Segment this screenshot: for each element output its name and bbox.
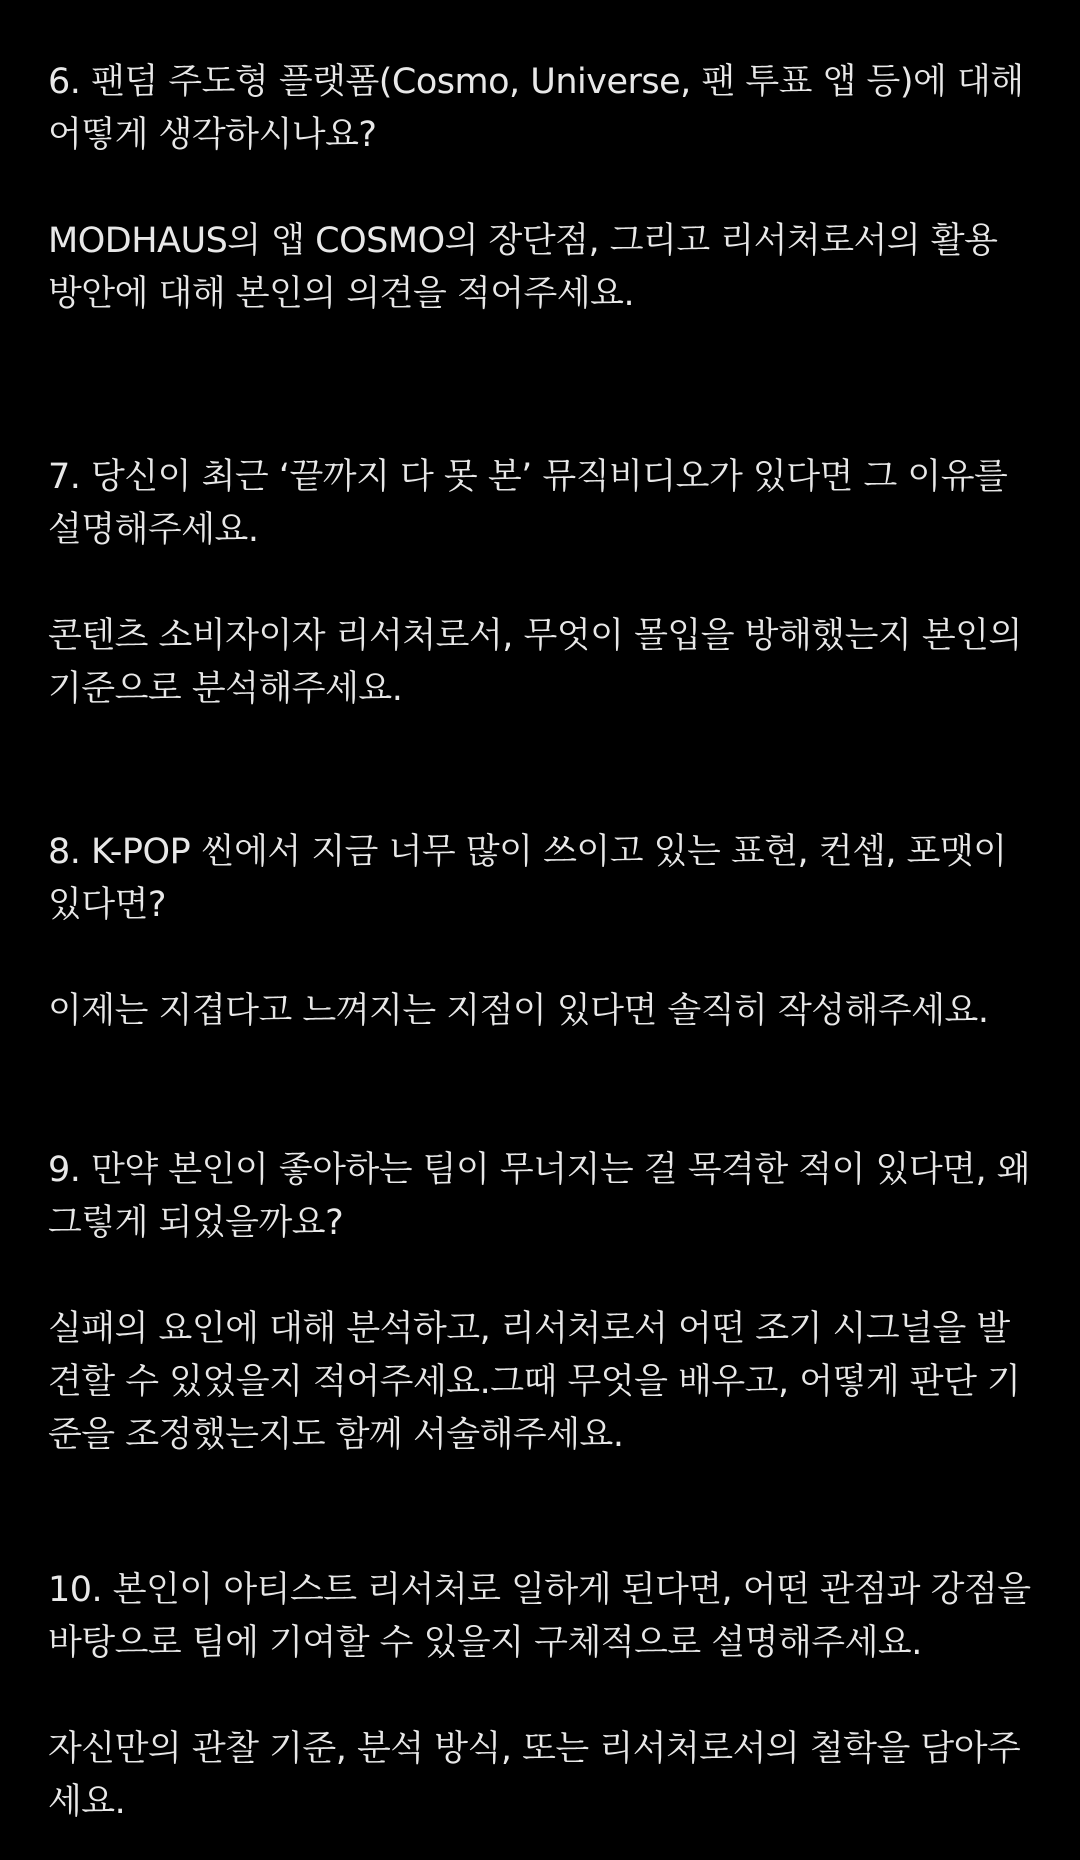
question-prompt: MODHAUS의 앱 COSMO의 장단점, 그리고 리서처로서의 활용 방안에 대해 본인의 의견을 적어주세요. (48, 221, 998, 314)
question-title: 9. 만약 본인이 좋아하는 팀이 무너지는 걸 목격한 적이 있다면, 왜 그렇게 되었을까요? (48, 1150, 1031, 1243)
question-prompt: 이제는 지겹다고 느껴지는 지점이 있다면 솔직히 작성해주세요. (48, 991, 989, 1031)
question-8 (48, 826, 1038, 1144)
question-title: 10. 본인이 아티스트 리서처로 일하게 된다면, 어떤 관점과 강점을 바탕으로 팀에 기여할 수 있을지 구체적으로 설명해주세요. (48, 1570, 1031, 1663)
question-prompt: 콘텐츠 소비자이자 리서처로서, 무엇이 몰입을 방해했는지 본인의 기준으로 분석해주세요. (48, 616, 1022, 709)
question-prompt: 자신만의 관찰 기준, 분석 방식, 또는 리서처로서의 철학을 담아주세요. (48, 1729, 1021, 1822)
question-title: 6. 팬덤 주도형 플랫폼(Cosmo, Universe, 팬 투표 앱 등)에 대해 어떻게 생각하시나요? (48, 62, 1024, 155)
question-prompt: 실패의 요인에 대해 분석하고, 리서처로서 어떤 조기 시그널을 발견할 수 있었을지 적어주세요.그때 무엇을 배우고, 어떻게 판단 기준을 조정했는지도 함께 서술해주세요. (48, 1309, 1021, 1455)
question-title: 7. 당신이 최근 ‘끝까지 다 못 본’ 뮤직비디오가 있다면 그 이유를 설명해주세요. (48, 457, 1008, 550)
question-list (48, 56, 1038, 1829)
question-7 (48, 451, 1038, 826)
question-title: 8. K-POP 씬에서 지금 너무 많이 쓰이고 있는 표현, 컨셉, 포맷이 있다면? (48, 832, 1007, 925)
question-9 (48, 1144, 1038, 1564)
question-10 (48, 1564, 1038, 1829)
question-6 (48, 56, 1038, 451)
